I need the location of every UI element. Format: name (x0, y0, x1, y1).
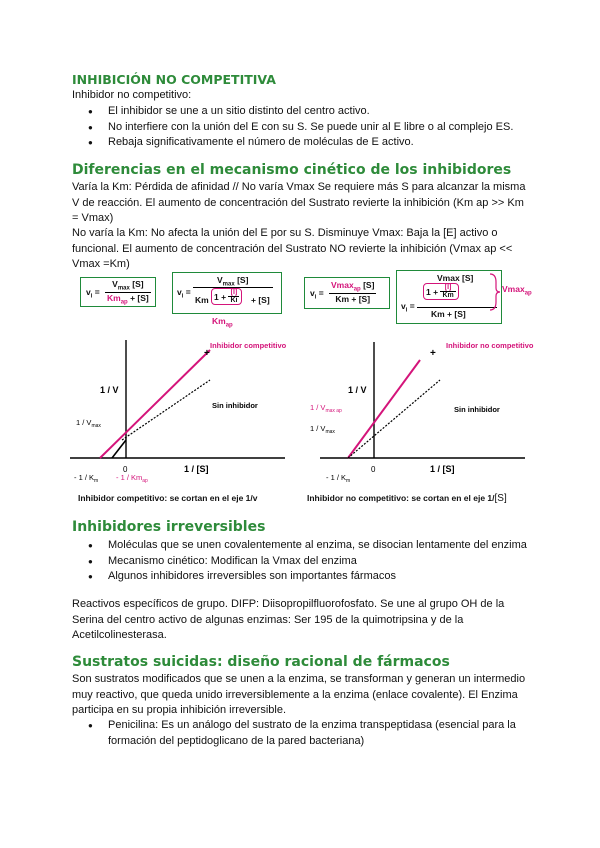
vmax-ap-label: Vmax$_{ap}$ (502, 284, 532, 297)
y-intercept-ap-label: $1 / V_{max ap}$ (310, 403, 342, 414)
paragraph-suicidas: Son sustratos modificados que se unen a la enzima, se transforman y generan un intermedio muy reactivo, que queda unido irreversiblemente a la enzima (enlace covalente). El Enzima participa en su propia inhibición irreversible. (72, 673, 526, 716)
plus-sign: + (430, 348, 436, 359)
list-item: ● Rebaja significativamente el número de moléculas de E activo. (72, 135, 532, 151)
y-axis-label: 1 / V (100, 385, 119, 395)
paragraph-difp: Reactivos específicos de grupo. DIFP: Diisopropilfluorofosfato. Se une al grupo OH de la Serina del centro activo de algunas enzimas: Ser 195 de la quimotripsina y de la Acetilcolinesterasa. (72, 598, 505, 641)
list-item: ● El inhibidor se une a un sitio distinto del centro activo. (72, 104, 532, 120)
x-intercept-km-label: - $1 / K_m$ (326, 473, 351, 484)
section-title-suicidas: Sustratos suicidas: diseño racional de fármacos (72, 654, 450, 670)
x-axis-label: 1 / [S] (184, 464, 209, 474)
formula-competitive-basic: $v_i$ = $V_{max}$ [S] $Km_{ap} + [S]$ (80, 277, 156, 307)
formula-noncompetitive-expanded: $v_i$ = Vmax [S] 1 + $\frac{[I]}{Km}$ Km + [S] (396, 270, 502, 324)
brace-icon (488, 272, 502, 312)
origin-label: 0 (371, 465, 376, 474)
list-item: ● Penicilina: Es un análogo del sustrato de la enzima transpeptidasa (esencial para la formación del peptidoglicano de la pared bacteriana) (72, 718, 532, 749)
y-intercept-label: $1 / V_{max}$ (76, 418, 101, 429)
graph-caption-noncompetitive: Inhibidor no competitivo: se cortan en el eje 1/[S] (307, 493, 507, 504)
x-intercept-km-label: - $1 / K_m$ (74, 473, 99, 484)
km-ap-label: $Km_{ap}$ (212, 316, 233, 329)
lineweaver-burk-competitive-graph (60, 330, 300, 490)
list-item: ● No interfiere con la unión del E con su S. Se puede unir al E libre o al complejo ES. (72, 120, 532, 136)
bullet-list-1 (72, 104, 532, 151)
bullet-list-3 (72, 538, 532, 585)
inhibitor-label: Inhibidor competitivo (210, 341, 287, 350)
bullet-list-4 (72, 718, 532, 749)
intro-text: Inhibidor no competitivo: (72, 89, 192, 101)
y-intercept-label: $1 / V_{max}$ (310, 424, 335, 435)
list-item: ● Algunos inhibidores irreversibles son importantes fármacos (72, 569, 532, 585)
graph-caption-competitive: Inhibidor competitivo: se cortan en el eje 1/v (78, 493, 258, 503)
list-item: ● Moléculas que se unen covalentemente al enzima, se disocian lentamente del enzima (72, 538, 532, 554)
plus-sign: + (204, 348, 210, 359)
uninhibited-extension (112, 440, 126, 458)
inhibited-line (348, 360, 420, 458)
no-inhibitor-label: Sin inhibidor (212, 401, 258, 410)
formula-noncompetitive-basic: $v_i$ = Vmax$_{ap}$ [S] Km + [S] (304, 277, 390, 309)
origin-label: 0 (123, 465, 128, 474)
section-title-no-competitiva: INHIBICIÓN NO COMPETITIVA (72, 72, 276, 87)
inhibited-line (100, 350, 210, 458)
uninhibited-line (122, 380, 210, 440)
inhibitor-label: Inhibidor no competitivo (446, 341, 534, 350)
x-intercept-kmap-label: - $1 / Km_{ap}$ (116, 473, 148, 484)
y-axis-label: 1 / V (348, 385, 367, 395)
x-axis-label: 1 / [S] (430, 464, 455, 474)
section-title-irreversibles: Inhibidores irreversibles (72, 519, 266, 535)
lineweaver-burk-noncompetitive-graph (300, 330, 540, 490)
paragraph-vmax: No varía la Km: No afecta la unión del E por su S. Disminuye Vmax: Baja la [E] activo o funcional. El aumento de concentración del Sustrato NO revierte la inhibición (Vmax ap << Vmax =Km) (72, 227, 513, 270)
paragraph-km: Varía la Km: Pérdida de afinidad // No varía Vmax Se requiere más S para alcanzar la misma V de reacción. El aumento de concentración del Sustrato revierte la inhibición (Km ap >> Km = Vmax) (72, 181, 526, 224)
section-title-diferencias: Diferencias en el mecanismo cinético de los inhibidores (72, 162, 512, 178)
formula-competitive-expanded: $v_i$ = $V_{max}$ [S] Km 1 + $\frac{[I]}{Ki}$ + [S] (172, 272, 282, 314)
no-inhibitor-label: Sin inhibidor (454, 405, 500, 414)
list-item: ● Mecanismo cinético: Modifican la Vmax del enzima (72, 554, 532, 570)
